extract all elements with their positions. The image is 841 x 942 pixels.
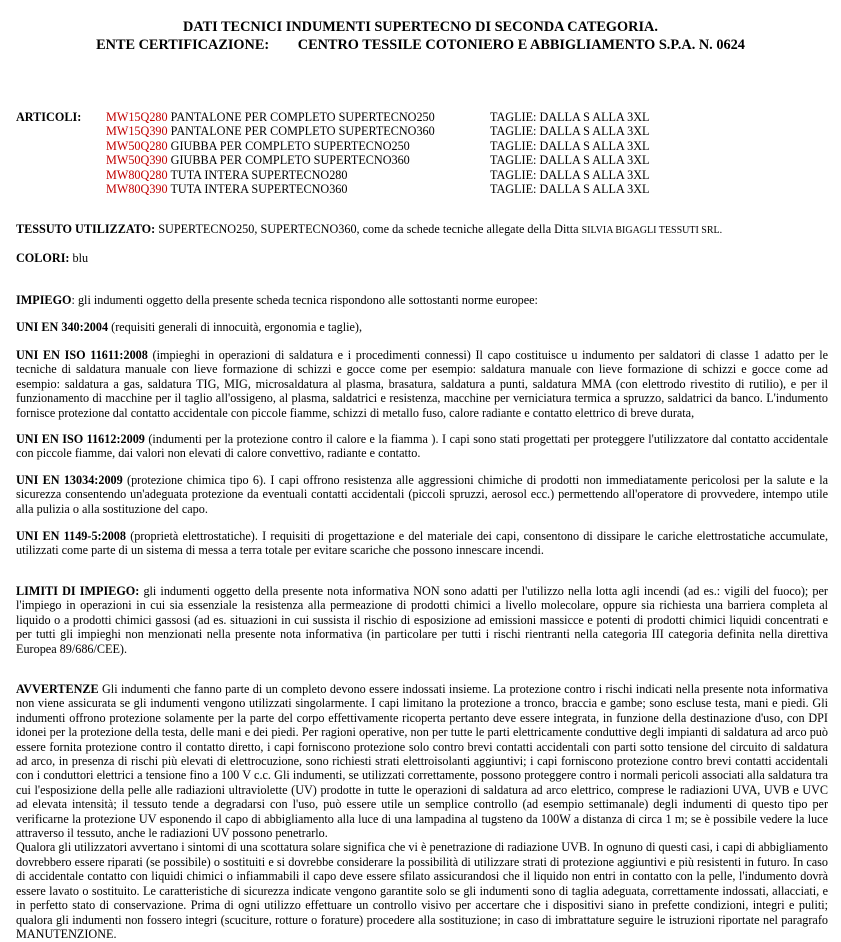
norm-paragraph <box>16 348 828 420</box>
norm-paragraph <box>16 473 828 516</box>
norm-paragraph <box>16 529 828 558</box>
tessuto-paragraph <box>16 222 828 238</box>
avvertenze-section <box>16 682 828 941</box>
article-code: MW15Q280 <box>106 110 168 124</box>
article-description: PANTALONE PER COMPLETO SUPERTECNO360 <box>167 124 435 139</box>
norm-text: (protezione chimica tipo 6). I capi offrono resistenza alle aggressioni chimiche di prodotti non immediatamente pericolosi per la salute e la sicurezza consentendo un'adeguata protezione da eventuali contatti accidentali (piccoli spruzzi, aerosol ecc.) permettendo all'operatore di provvedere, intempo utile alla pulizia o alla sostituzione del capo. <box>16 473 828 516</box>
colori-text: blu <box>69 251 89 265</box>
article-sizes: TAGLIE: DALLA S ALLA 3XL <box>490 110 650 124</box>
norm-label: UNI EN ISO 11612:2009 <box>16 432 145 446</box>
avvertenze-label: AVVERTENZE <box>16 682 99 696</box>
article-code: MW50Q280 <box>106 138 168 153</box>
article-code: MW50Q390 <box>106 153 168 168</box>
article-sizes: TAGLIE: DALLA S ALLA 3XL <box>490 124 650 139</box>
article-code: MW80Q390 <box>106 182 168 196</box>
colori-label: COLORI: <box>16 251 70 265</box>
limiti-text: gli indumenti oggetto della presente nota informativa NON sono adatti per l'utilizzo nella lotta agli incendi (ad es.: vigili del fuoco); per l'impiego in operazioni in cui sia essenziale la resistenza alla permeazione di prodotti chimici a livello molecolare, oppure sia richiesta una barriera completa al liquido o a prodotti chimici gassosi (ad es. situazioni in cui sussista il rischio di esposizione ad emissioni massicce e potenti di prodotti chimici liquidi concentrati e per tutti gli impieghi non menzionati nella presente nota informativa (in particolare per tutti i rischi rientranti nella categoria III categoria definita nella direttiva Europea 89/686/CEE). <box>16 584 828 656</box>
article-sizes: TAGLIE: DALLA S ALLA 3XL <box>490 167 650 182</box>
article-row <box>106 139 410 153</box>
norm-paragraph <box>16 320 828 334</box>
norm-text: (indumenti per la protezione contro il calore e la fiamma ). I capi sono stati progettati per proteggere l'utilizzatore dal contatto accidentale con piccole fiamme, dai valori non elevati di calore convettivo, radiante e contatto. <box>16 432 828 461</box>
articles-label: ARTICOLI: <box>16 110 82 124</box>
article-row <box>106 182 348 196</box>
article-description: PANTALONE PER COMPLETO SUPERTECNO250 <box>167 110 435 124</box>
norm-label: UNI EN ISO 11611:2008 <box>16 348 148 362</box>
tessuto-text: SUPERTECNO250, SUPERTECNO360, come da schede tecniche allegate della Ditta <box>155 222 582 236</box>
article-sizes: TAGLIE: DALLA S ALLA 3XL <box>490 138 650 153</box>
tessuto-company: SILVIA BIGAGLI TESSUTI SRL. <box>581 225 723 236</box>
article-row <box>106 110 435 124</box>
avvertenze-continued: Qualora gli utilizzatori avvertano i sintomi di una scottatura solare significa che vi è penetrazione di radiazione UVB. In ognuno di questi casi, i capi di abbigliamento dovrebbero essere riparati (se possibile) o sostituiti e si dovrebbe considerare la possibilità di utilizzare strati di protezione aggiuntivi e più resistenti in futuro. In caso di accidentale contatto con liquidi chimici o infiammabili il capo deve essere sfilato assicurandosi che il liquido non entri in contatto con la pelle, l'indumento dovrà essere lavato o sostituito. Le caratteristiche di sicurezza indicate vengono garantite solo se gli indumenti sono di taglia adeguata, correttamente indossati, allacciati, e in perfetto stato di conservazione. Prima di ogni utilizzo effettuare un controllo visivo per accertare che i dispositivi siano in prefette condizioni, integri e puliti; qualora gli indumenti non fossero integri (scuciture, rotture o forature) procedere alla sostituzione; in caso di imbrattature seguire le istruzioni riportate nel paragrafo MANUTENZIONE. <box>16 840 828 941</box>
avvertenze-text: Gli indumenti che fanno parte di un completo devono essere indossati insieme. La protezione contro i rischi indicati nella presente nota informativa non viene assicurata se gli indumenti vengono utilizzati singolarmente. I capi limitano la protezione a tronco, braccia e gambe; sono escluse testa, mani e piedi. Gli indumenti offrono protezione solamente per la parte del corpo effettivamente ricoperta pertanto deve essere integrata, in funzione della destinazione d'uso, con DPI idonei per la protezione della testa, delle mani e dei piedi. Per ragioni operative, non per tutte le parti elettricamente conduttive degli impianti di saldatura ad arco può essere fornita protezione contro il contatto diretto, i capi forniscono protezione solo contro brevi contatti accidentali con parti sotto tensione del circuito di saldatura ad arco, in presenza di rischi più elevati di elettrocuzione, sono richiesti strati elettroisolanti aggiuntivi; i capi forniscono protezione contro brevi contatti accidentali con i conduttori elettrici a tensione fino a 100 V c.c. Gli indumenti, se utilizzati correttamente, possono proteggere contro i normali pericoli associati alla saldatura tra cui l'esposizione della pelle alle radiazioni ultraviolette (UV) prodotte in tutte le operazioni di saldatura ad arco elettrico, comprese le radiazioni UVA, UVB e UVC ad elevata intensità; il tessuto tende a degradarsi con l'uso, può essere utile un semplice controllo (ad esempio settimanale) degli indumenti di questo tipo per verificarne la protezione UV esponendo il capo di abbigliamento alla luce di una lampadina al tugsteno da 100W a distanza di circa 1 m; se è possibile vedere la luce attraverso il tessuto, anche le radiazioni UV possono penetrarlo. <box>16 682 828 841</box>
impiego-text: : gli indumenti oggetto della presente scheda tecnica rispondono alle sottostanti norme europee: <box>71 293 538 307</box>
limiti-label: LIMITI DI IMPIEGO: <box>16 584 140 598</box>
article-code: MW80Q280 <box>106 167 168 182</box>
norm-label: UNI EN 13034:2009 <box>16 473 123 487</box>
article-description: GIUBBA PER COMPLETO SUPERTECNO360 <box>167 153 410 168</box>
norm-text: (impieghi in operazioni di saldatura e i procedimenti connessi) Il capo costituisce u indumento per saldatori di classe 1 adatto per le tecniche di saldatura manuale con lieve formazione di schizzi e gocce come per esempio: saldatura manuale con lieve formazione di schizzi e gocce come ad esempio: saldatura a gas, saldatura TIG, MIG, microsaldatura al plasma, brasatura, saldatura a punti, saldatura MMA (con elettrodo rivestito di rutilio), e per il funzionamento di macchine per il taglio all'ossigeno, al plasma, saldatrici e resistenza, macchine per verniciatura termica a spruzzo, saldatrici da banco. L'indumento fornisce protezione dal contatto accidentale con piccole fiamme, schizzi di metallo fuso, calore radiante e contatto elettrico di breve durata, <box>16 348 828 420</box>
impiego-label: IMPIEGO <box>16 293 72 307</box>
certification-line: ENTE CERTIFICAZIONE: CENTRO TESSILE COTONIERO E ABBIGLIAMENTO S.P.A. N. 0624 <box>96 37 745 53</box>
article-description: GIUBBA PER COMPLETO SUPERTECNO250 <box>167 138 410 153</box>
colori-paragraph <box>16 251 828 265</box>
document-title: DATI TECNICI INDUMENTI SUPERTECNO DI SECONDA CATEGORIA. <box>183 19 658 35</box>
impiego-paragraph <box>16 293 828 307</box>
avvertenze-paragraph <box>16 682 828 840</box>
article-code: MW15Q390 <box>106 124 168 139</box>
article-sizes: TAGLIE: DALLA S ALLA 3XL <box>490 153 650 168</box>
norm-paragraph <box>16 432 828 461</box>
limiti-paragraph <box>16 584 828 656</box>
norm-label: UNI EN 1149-5:2008 <box>16 529 126 543</box>
article-description: TUTA INTERA SUPERTECNO360 <box>167 182 348 196</box>
norm-text: (proprietà elettrostatiche). I requisiti di progettazione e del materiale dei capi, consentono di dissipare le cariche elettrostatiche accumulate, utilizzati come parte di un sistema di messa a terra totale per evitare scariche che possono innescare incendi. <box>16 529 828 558</box>
article-sizes: TAGLIE: DALLA S ALLA 3XL <box>490 182 650 196</box>
article-row <box>106 168 348 182</box>
norm-label: UNI EN 340:2004 <box>16 320 109 334</box>
document-header <box>0 18 841 54</box>
article-row <box>106 124 435 138</box>
article-row <box>106 153 410 167</box>
tessuto-label: TESSUTO UTILIZZATO: <box>16 222 156 236</box>
article-description: TUTA INTERA SUPERTECNO280 <box>167 167 348 182</box>
norm-text: (requisiti generali di innocuità, ergonomia e taglie), <box>108 320 363 334</box>
